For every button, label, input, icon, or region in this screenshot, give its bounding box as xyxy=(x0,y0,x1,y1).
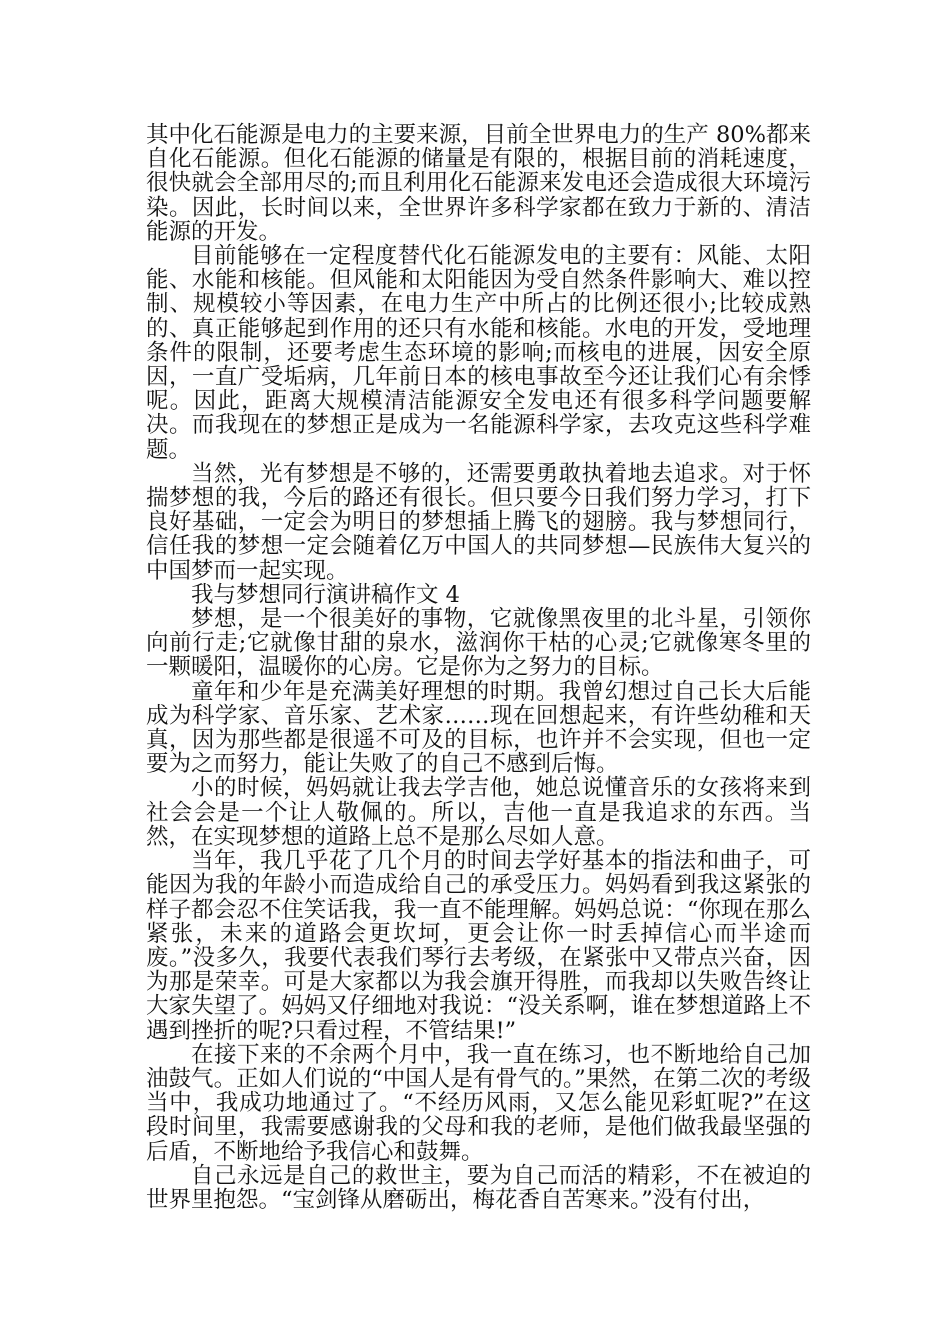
document-body xyxy=(146,123,811,1212)
paragraph-8: 在接下来的不余两个月中，我一直在练习，也不断地给自己加油鼓气。正如人们说的“中国人是有骨气的。”果然，在第二次的考级当中，我成功地通过了。“不经历风雨，又怎么能见彩虹呢?”在这段时间里，我需要感谢我的父母和我的老师，是他们做我最坚强的后盾，不断地给予我信心和鼓舞。 xyxy=(146,1041,811,1165)
paragraph-9: 自己永远是自己的救世主，要为自己而活的精彩，不在被迫的世界里抱怨。“宝剑锋从磨砺出，梅花香自苦寒来。”没有付出， xyxy=(146,1162,811,1213)
paragraph-7: 当年，我几乎花了几个月的时间去学好基本的指法和曲子，可能因为我的年龄小而造成给自己的承受压力。妈妈看到我这紧张的样子都会忍不住笑话我，我一直不能理解。妈妈总说：“你现在那么紧张，未来的道路会更坎坷，更会让你一时丢掉信心而半途而废。”没多久，我要代表我们琴行去考级，在紧张中又带点兴奋，因为那是荣幸。可是大家都以为我会旗开得胜，而我却以失败告终让大家失望了。妈妈又仔细地对我说：“没关系啊，谁在梦想道路上不遇到挫折的呢?只看过程，不管结果!” xyxy=(146,848,811,1044)
paragraph-4: 梦想，是一个很美好的事物，它就像黑夜里的北斗星，引领你向前行走;它就像甘甜的泉水，滋润你干枯的心灵;它就像寒冬里的一颗暖阳，温暖你的心房。它是你为之努力的目标。 xyxy=(146,606,811,681)
paragraph-5: 童年和少年是充满美好理想的时期。我曾幻想过自己长大后能成为科学家、音乐家、艺术家……现在回想起来，有许些幼稚和天真，因为那些都是很遥不可及的目标，也许并不会实现，但也一定要为之而努力，能让失败了的自己不感到后悔。 xyxy=(146,678,811,778)
paragraph-1: 其中化石能源是电力的主要来源，目前全世界电力的生产 80%都来自化石能源。但化石能源的储量是有限的，根据目前的消耗速度，很快就会全部用尽的;而且利用化石能源来发电还会造成很大环境污染。因此，长时间以来，全世界许多科学家都在致力于新的、清洁能源的开发。 xyxy=(146,122,811,245)
paragraph-3: 当然，光有梦想是不够的，还需要勇敢执着地去追求。对于怀揣梦想的我，今后的路还有很长。但只要今日我们努力学习，打下良好基础，一定会为明日的梦想插上腾飞的翅膀。我与梦想同行，信任我的梦想一定会随着亿万中国人的共同梦想—民族伟大复兴的中国梦而一起实现。 xyxy=(146,460,811,584)
paragraph-2: 目前能够在一定程度替代化石能源发电的主要有：风能、太阳能、水能和核能。但风能和太阳能因为受自然条件影响大、难以控制、规模较小等因素，在电力生产中所占的比例还很小;比较成熟的、真正能够起到作用的还只有水能和核能。水电的开发，受地理条件的限制，还要考虑生态环境的影响;而核电的进展，因安全原因，一直广受垢病，几年前日本的核电事故至今还让我们心有余悸呢。因此，距离大规模清洁能源安全发电还有很多科学问题要解决。而我现在的梦想正是成为一名能源科学家，去攻克这些科学难题。 xyxy=(146,243,811,463)
paragraph-6: 小的时候，妈妈就让我去学吉他，她总说懂音乐的女孩将来到社会会是一个让人敬佩的。所以，吉他一直是我追求的东西。当然，在实现梦想的道路上总不是那么尽如人意。 xyxy=(146,775,811,850)
section-heading: 我与梦想同行演讲稿作文 4 xyxy=(191,581,460,608)
